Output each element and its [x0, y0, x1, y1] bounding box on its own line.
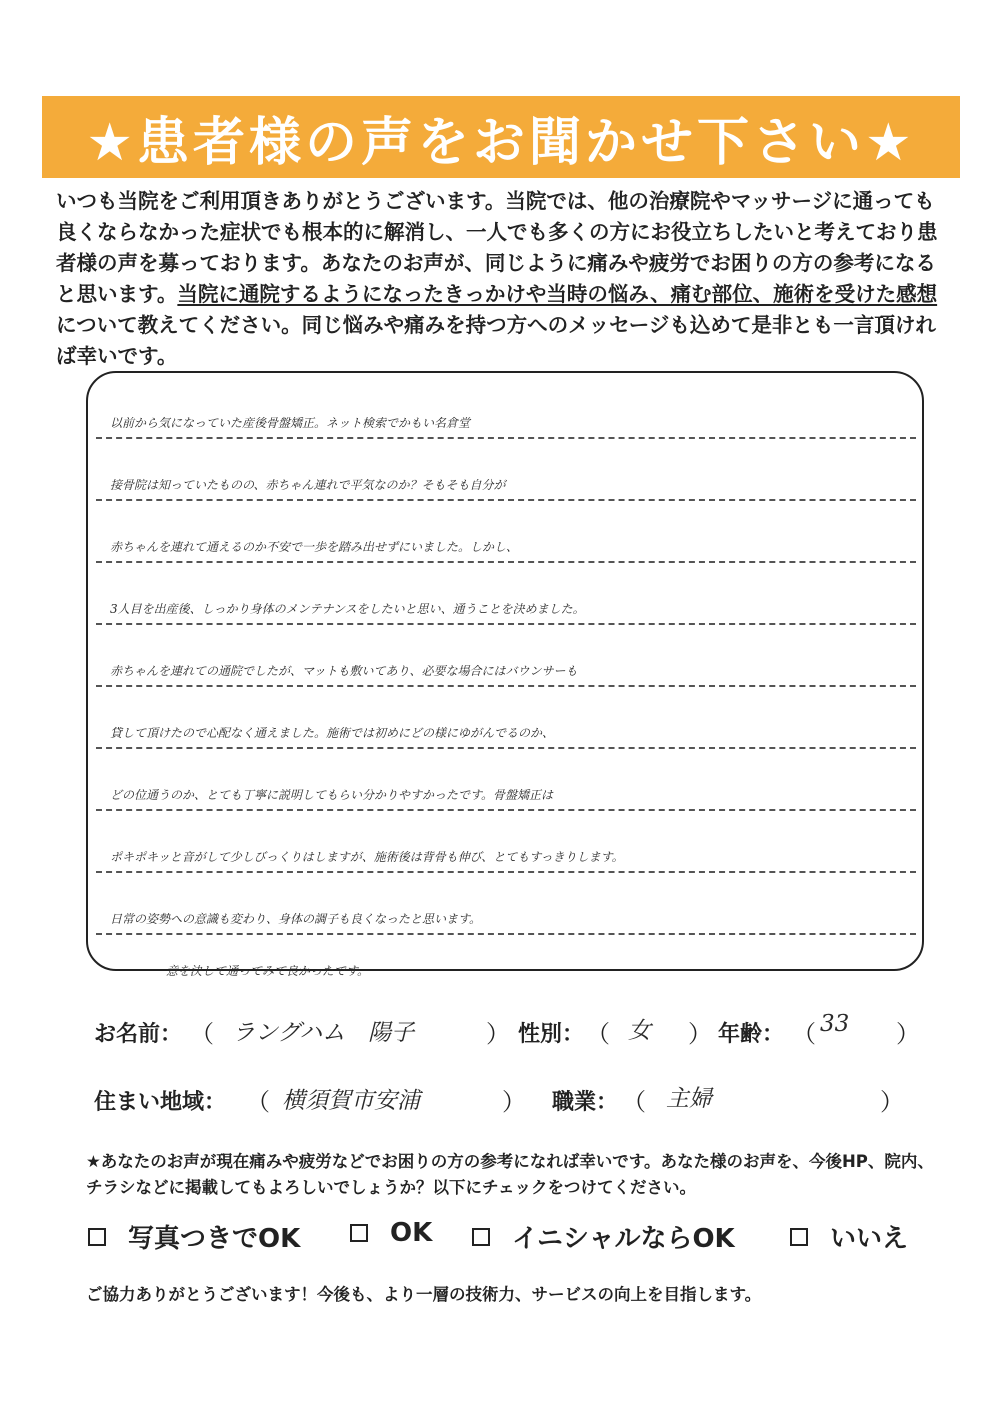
age-label: 年齢： [718, 1022, 785, 1047]
intro-text-2: について教えてください。同じ悩みや痛みを持つ方へのメッセージも込めて是非とも一言頂ければ幸いです。 [56, 313, 936, 368]
option-label: 写真つきでOK [128, 1224, 301, 1254]
footer-thanks: ご協力ありがとうございます！今後も、より一層の技術力、サービスの向上を目指します。 [86, 1285, 762, 1304]
handwritten-text: 日常の姿勢への意識も変わり、身体の調子も良くなったと思います。 [110, 912, 482, 926]
comment-line [96, 625, 916, 687]
page-title: ★患者様の声をお聞かせ下さい★ [86, 112, 916, 173]
age-value[interactable]: 33 [820, 1011, 850, 1037]
name-label: お名前： [94, 1022, 183, 1047]
option-label: いいえ [830, 1224, 909, 1254]
handwritten-text: 接骨院は知っていたものの、赤ちゃん連れで平気なのか？そもそも自分が [110, 478, 506, 492]
checkbox[interactable] [790, 1228, 808, 1246]
paren-open: （ [622, 1088, 646, 1116]
option-label: イニシャルならOK [512, 1224, 735, 1254]
handwritten-text: どの位通うのか、とても丁寧に説明してもらい分かりやすかったです。骨盤矯正は [110, 788, 554, 802]
handwritten-text: 意を決して通ってみて良かったです。 [166, 964, 370, 978]
paren-close: ） [896, 1020, 920, 1048]
paren-close: ） [688, 1020, 712, 1048]
intro-paragraph [56, 186, 946, 372]
comment-line [96, 811, 916, 873]
comment-line [96, 501, 916, 563]
paren-close: ） [502, 1088, 526, 1116]
checkbox[interactable] [472, 1228, 490, 1246]
handwritten-text: 赤ちゃんを連れての通院でしたが、マットも敷いてあり、必要な場合にはバウンサーも [110, 664, 578, 678]
publication-notice: ★あなたのお声が現在痛みや疲労などでお困りの方の参考になれば幸いです。あなた様のお声を、今後HP、院内、チラシなどに掲載してもよろしいでしょうか？以下にチェックをつけてください。 [86, 1152, 934, 1197]
gender-value[interactable]: 女 [628, 1018, 651, 1044]
paren-open: （ [190, 1020, 214, 1048]
comment-line [96, 439, 916, 501]
handwritten-text: ポキポキッと音がして少しびっくりはしますが、施術後は背骨も伸び、とてもすっきりします。 [110, 850, 624, 864]
intro-emphasis: 当院に通院するようになったきっかけや当時の悩み、痛む部位、施術を受けた感想 [177, 282, 938, 306]
paren-close: ） [880, 1088, 904, 1116]
paren-open: （ [586, 1020, 610, 1048]
name-value[interactable]: ラングハム 陽子 [232, 1020, 415, 1046]
checkbox[interactable] [350, 1224, 368, 1242]
comment-line [96, 873, 916, 935]
title-banner [42, 96, 960, 178]
handwritten-text: 貸して頂けたので心配なく通えました。施術では初めにどの様にゆがんでるのか、 [110, 726, 555, 740]
job-value[interactable]: 主婦 [666, 1086, 712, 1112]
area-value[interactable]: 横須賀市安浦 [282, 1088, 420, 1114]
consent-initials-ok[interactable] [472, 1218, 735, 1255]
comment-line [96, 749, 916, 811]
paren-open: （ [246, 1088, 270, 1116]
handwritten-text: 3人目を出産後、しっかり身体のメンテナンスをしたいと思い、通うことを決めました。 [110, 602, 585, 616]
paren-close: ） [486, 1020, 510, 1048]
intro-text: いつも当院をご利用頂きありがとうございます。当院では、他の治療院やマッサージに通っても良くならなかった症状でも根本的に解消し、一人でも多くの方にお役立ちしたいと考えており患者様の声を募っております。あなたのお声が、同じように痛みや疲労でお困りの方の参考になると思います。 [56, 189, 938, 306]
comment-lines [96, 377, 916, 985]
handwritten-text: 以前から気になっていた産後骨盤矯正。ネット検索でかもい名倉堂 [110, 416, 471, 430]
comment-line [96, 687, 916, 749]
paren-open: （ [792, 1020, 816, 1048]
consent-ok[interactable] [350, 1218, 432, 1248]
consent-photo-ok[interactable] [88, 1218, 300, 1255]
name-row [94, 1017, 182, 1048]
comment-line [96, 935, 916, 985]
checkbox[interactable] [88, 1228, 106, 1246]
option-label: OK [390, 1218, 433, 1248]
comment-line [96, 563, 916, 625]
comment-line [96, 377, 916, 439]
consent-options [88, 1218, 938, 1258]
handwritten-text: 赤ちゃんを連れて通えるのか不安で一歩を踏み出せずにいました。しかし、 [110, 540, 519, 554]
gender-label: 性別： [518, 1022, 585, 1047]
consent-no[interactable] [790, 1218, 908, 1255]
job-label: 職業： [552, 1090, 619, 1115]
area-label: 住まい地域： [94, 1090, 227, 1115]
